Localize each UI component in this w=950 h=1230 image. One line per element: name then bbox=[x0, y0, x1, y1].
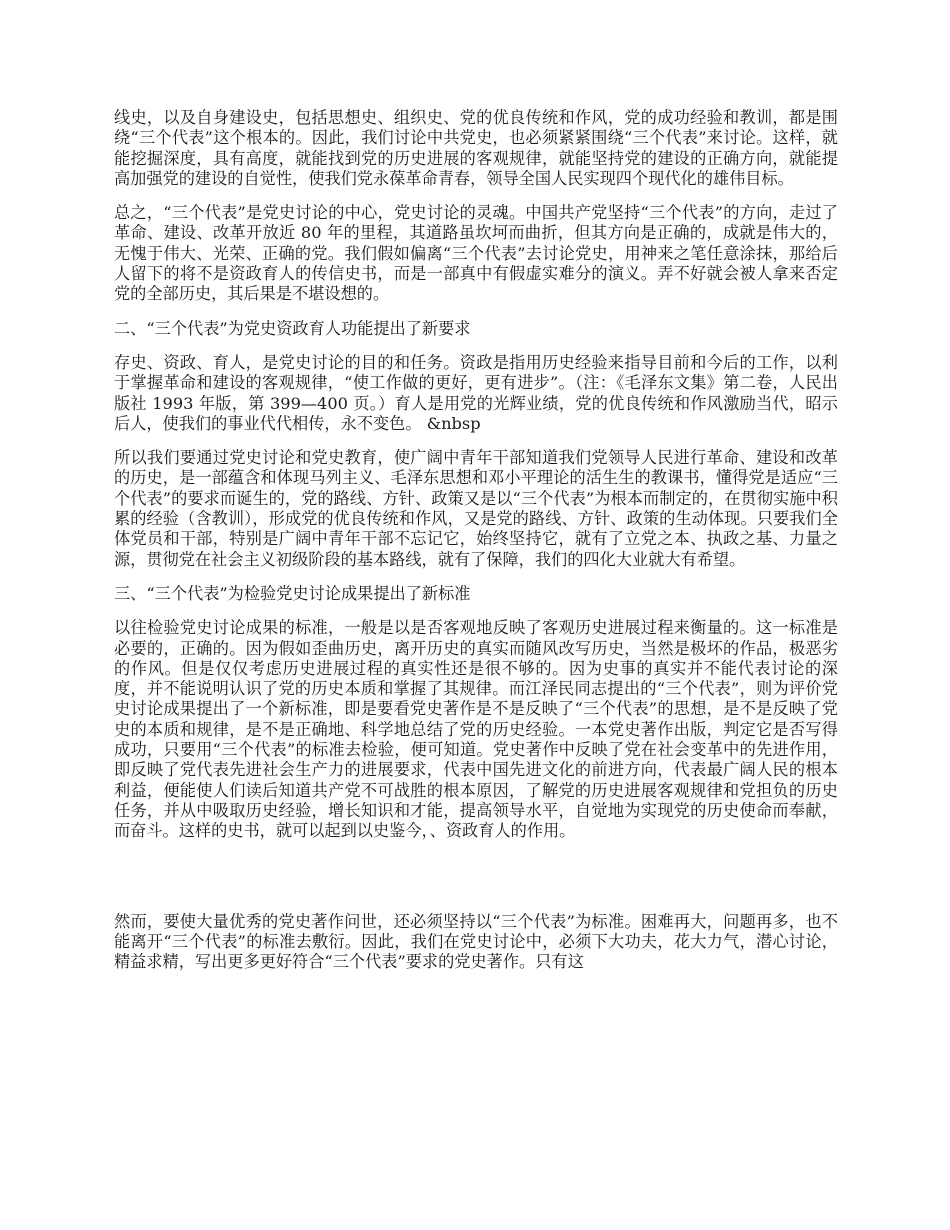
section-heading-3: 三、“三个代表”为检验党史讨论成果提出了新标准 bbox=[114, 583, 471, 603]
paragraph-intro-continuation: 线史，以及自身建设史，包括思想史、组织史、党的优良传统和作风，党的成功经验和教训，都是围绕“三个代表”这个根本的。因此，我们讨论中共党史，也必须紧紧围绕“三个代表”来讨论。这样，就能挖掘深度，具有高度，就能找到党的历史进展的客观规律，就能坚持党的建设的正确方向，就能提高加强党的建设的自觉性，使我们党永葆革命青春，领导全国人民实现四个现代化的雄伟目标。 bbox=[114, 108, 838, 188]
paragraph-section-2-b: 所以我们要通过党史讨论和党史教育，使广阔中青年干部知道我们党领导人民进行革命、建设和改革的历史，是一部蕴含和体现马列主义、毛泽东思想和邓小平理论的活生生的教课书，懂得党是适应“三个代表”的要求而诞生的，党的路线、方针、政策又是以“三个代表”为根本而制定的，在贯彻实施中积累的经验（含教训），形成党的优良传统和作风，又是党的路线、方针、政策的生动体现。只要我们全体党员和干部，特别是广阔中青年干部不忘记它，始终坚持它，就有了立党之本、执政之基、力量之源，贯彻党在社会主义初级阶段的基本路线，就有了保障，我们的四化大业就大有希望。 bbox=[114, 448, 838, 569]
paragraph-section-3-b: 然而，要使大量优秀的党史著作问世，还必须坚持以“三个代表”为标准。困难再大，问题再多，也不能离开“三个代表”的标准去敷衍。因此，我们在党史讨论中，必须下大功夫，花大力气，潜心讨论，精益求精，写出更多更好符合“三个代表”要求的党史著作。只有这 bbox=[114, 911, 838, 972]
section-heading-2: 二、“三个代表”为党史资政育人功能提出了新要求 bbox=[114, 318, 471, 338]
blank-gap bbox=[114, 856, 838, 912]
document-body bbox=[114, 108, 838, 986]
paragraph-summary: 总之，“三个代表”是党史讨论的中心，党史讨论的灵魂。中国共产党坚持“三个代表”的方向，走过了革命、建设、改革开放近 80 年的里程，其道路虽坎坷而曲折，但其方向是正确的，成就是伟大的，无愧于伟大、光荣、正确的党。我们假如偏离“三个代表”去讨论党史，用神来之笔任意涂抹，那给后人留下的将不是资政育人的传信史书，而是一部真中有假虚实难分的演义。弄不好就会被人拿来否定党的全部历史，其后果是不堪设想的。 bbox=[114, 203, 838, 304]
paragraph-section-3-a: 以往检验党史讨论成果的标准，一般是以是否客观地反映了客观历史进展过程来衡量的。这一标准是必要的，正确的。因为假如歪曲历史，离开历史的真实而随风改写历史，当然是极坏的作品，极恶劣的作风。但是仅仅考虑历史进展过程的真实性还是很不够的。因为史事的真实并不能代表讨论的深度，并不能说明认识了党的历史本质和掌握了其规律。而江泽民同志提出的“三个代表”，则为评价党史讨论成果提出了一个新标准，即是要看党史著作是不是反映了“三个代表”的思想，是不是反映了党史的本质和规律，是不是正确地、科学地总结了党的历史经验。一本党史著作出版，判定它是否写得成功，只要用“三个代表”的标准去检验，便可知道。党史著作中反映了党在社会变革中的先进作用，即反映了党代表先进社会生产力的进展要求，代表中国先进文化的前进方向，代表最广阔人民的根本利益，便能使人们读后知道共产党不可战胜的根本原因，了解党的历史进展客观规律和党担负的历史任务，并从中吸取历史经验，增长知识和才能，提高领导水平，自觉地为实现党的历史使命而奉献，而奋斗。这样的史书，就可以起到以史鉴今，、资政育人的作用。 bbox=[114, 618, 838, 841]
paragraph-section-2-a: 存史、资政、育人，是党史讨论的目的和任务。资政是指用历史经验来指导目前和今后的工作，以利于掌握革命和建设的客观规律，“使工作做的更好，更有进步”。（注：《毛泽东文集》第二卷，人民出版社 1993 年版，第 399—400 页。）育人是用党的光辉业绩，党的优良传统和作风激励当代，昭示后人，使我们的事业代代相传，永不变色。 &nbsp bbox=[114, 352, 838, 433]
